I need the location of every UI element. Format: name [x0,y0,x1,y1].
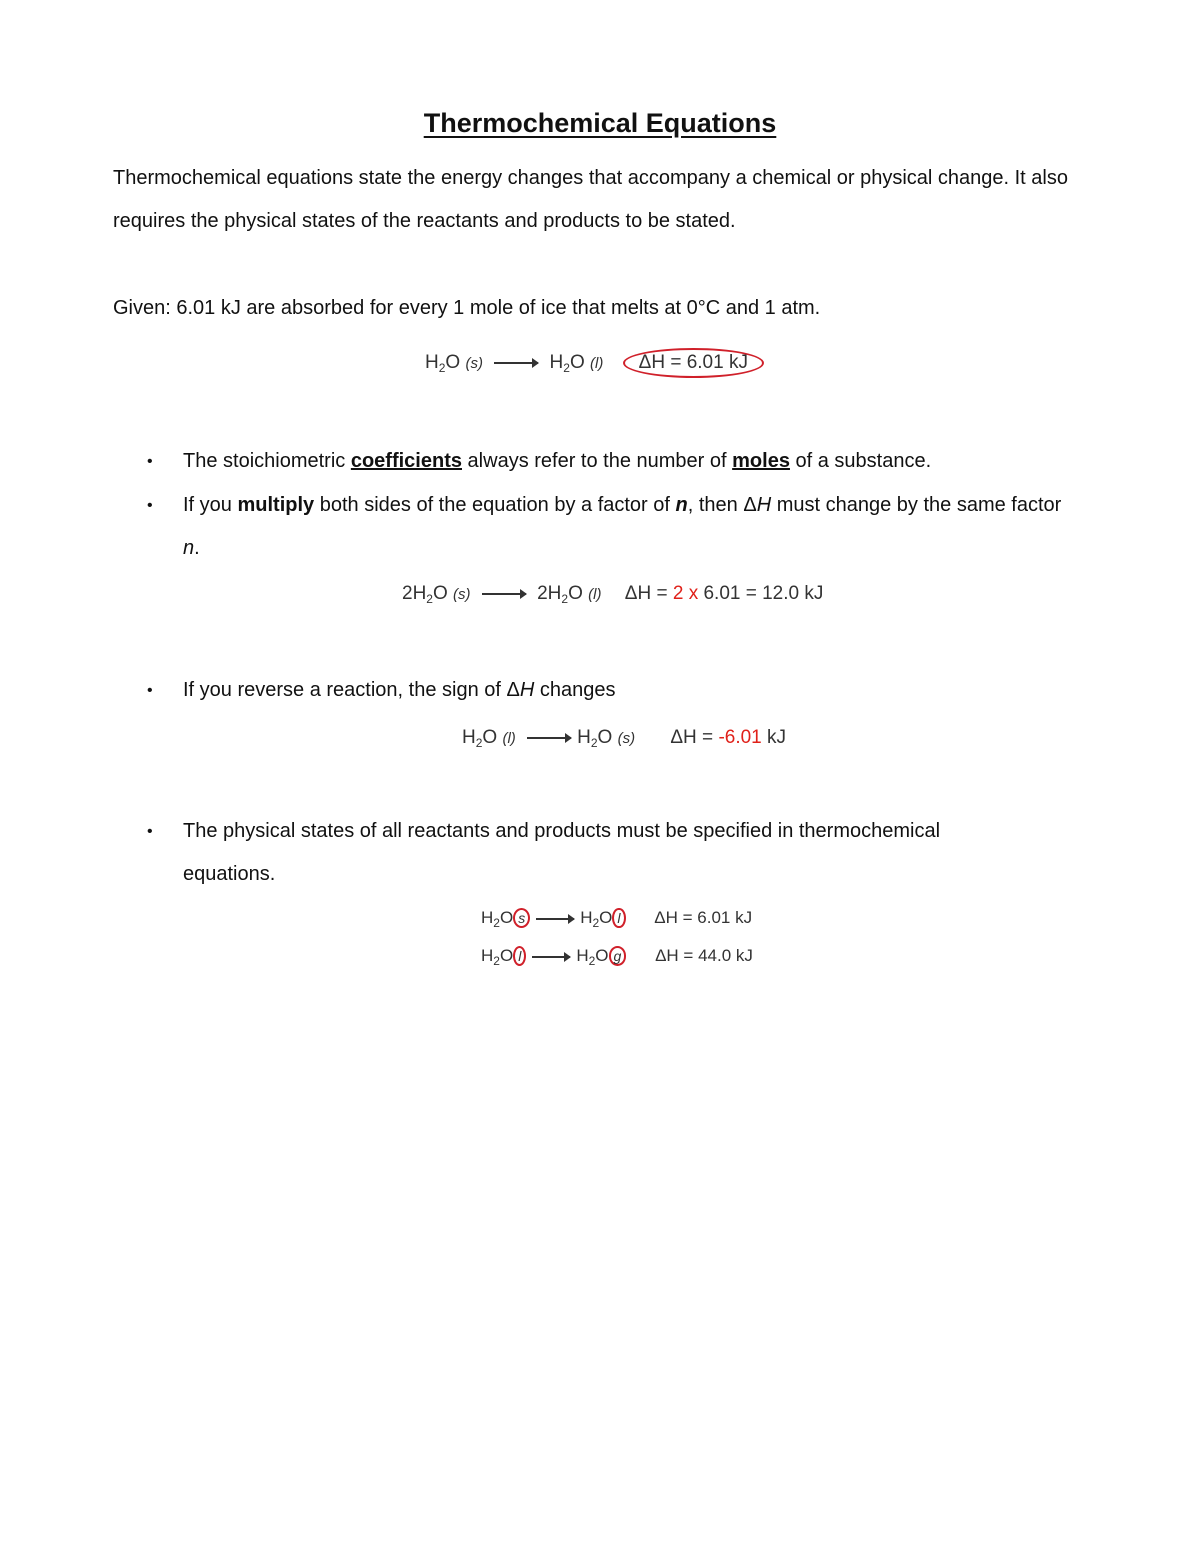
eq4a-state1-circled: s [513,908,530,928]
eq4a-subscript: 2 [493,916,500,930]
b1-text-a: The stoichiometric [183,450,351,472]
equation-doubled [402,583,823,606]
eq2-product-o: O [568,583,583,604]
arrow-icon [527,737,571,739]
eq2-result: 6.01 = 12.0 kJ [698,583,824,604]
b2-text-c: both sides of the equation by a factor of [314,494,676,516]
eq3-value: -6.01 [718,727,762,748]
eq4a-product-o: O [599,908,613,927]
eq4b-state2-circled: g [609,946,627,966]
b2-text-g: must change by the same factor [771,494,1062,516]
eq1-enthalpy-circled: ΔH = 6.01 kJ [623,348,764,378]
equation-melting [425,348,764,378]
eq4a-reactant-h: H [481,908,494,927]
eq2-reactant-o: O [432,583,448,604]
eq2-subscript: 2 [426,592,433,606]
b2-multiply: multiply [237,494,315,516]
eq4a-enthalpy: ΔH = 6.01 kJ [654,908,753,927]
b2-n2: n [183,537,195,559]
b2-text-e: , then Δ [687,494,757,516]
arrow-icon [494,362,538,364]
eq4a-reactant-o: O [499,908,514,927]
b2-text-a: If you [183,494,238,516]
eq2-factor: 2 x [672,583,699,604]
eq4a-product-subscript: 2 [592,916,600,930]
eq2-state-solid: (s) [453,586,471,603]
b1-text-c: always refer to the number of [462,450,733,472]
intro-paragraph: Thermochemical equations state the energy changes that accompany a chemical or physical change. It also requires the physical states of the reactants and products to be stated. [113,167,1068,232]
eq3-product-h: H [577,727,591,748]
eq3-unit: kJ [761,727,787,748]
eq3-reactant-h: H [462,727,476,748]
eq3-dh-label: ΔH = [670,727,719,748]
b3-text-a: If you reverse a reaction, the sign of Δ [183,679,520,701]
eq4b-product-subscript: 2 [588,954,596,968]
equation-reversed [462,727,786,750]
eq1-state-liquid: (l) [590,355,604,372]
bullet-marker: • [147,497,153,514]
bullet-physical-states: The physical states of all reactants and products must be specified in thermochemical equations. [183,820,941,885]
equation-states-1 [481,908,752,930]
b3-text-c: changes [534,679,616,701]
given-statement: Given: 6.01 kJ are absorbed for every 1 mole of ice that melts at 0°C and 1 atm. [113,297,821,319]
eq3-product-o: O [597,727,613,748]
b1-coefficients: coefficients [350,450,462,472]
bullet-marker: • [147,453,153,470]
eq2-dh-label: ΔH = [624,583,673,604]
eq2-product-coef: 2H [537,583,562,604]
eq2-reactant-coef: 2H [402,583,427,604]
eq3-state-liquid: (l) [502,730,516,747]
eq4b-product-h: H [576,946,589,965]
eq1-product-h: H [549,352,564,373]
b2-n: n [675,494,688,516]
eq4b-state1-circled: l [513,946,526,966]
eq3-state-solid: (s) [617,730,636,747]
bullet-multiply [183,484,1083,570]
eq1-state-solid: (s) [465,355,483,372]
eq1-product-subscript: 2 [563,361,570,375]
b3-h: H [519,679,535,701]
eq4a-product-h: H [580,908,593,927]
bullet-marker: • [147,682,153,699]
eq1-subscript: 2 [438,361,446,375]
eq2-state-liquid: (l) [588,586,602,603]
eq4b-product-o: O [595,946,609,965]
bullet-reverse [183,669,1083,712]
eq1-reactant-o: O [445,352,461,373]
eq1-product-o: O [569,352,585,373]
eq4b-enthalpy: ΔH = 44.0 kJ [655,946,753,965]
eq4b-reactant-h: H [481,946,494,965]
bullet-marker: • [147,823,153,840]
bullet-coefficients [183,440,1083,483]
eq3-product-subscript: 2 [590,736,598,750]
b1-moles: moles [732,450,790,472]
eq4a-state2-circled: l [612,908,625,928]
eq4b-subscript: 2 [493,954,500,968]
eq2-product-subscript: 2 [561,592,569,606]
eq4b-reactant-o: O [499,946,514,965]
eq1-reactant-h: H [425,352,439,373]
b2-h: H [756,494,772,516]
eq3-reactant-o: O [482,727,498,748]
page-title: Thermochemical Equations [423,108,777,138]
arrow-icon [482,593,526,595]
arrow-icon [532,956,570,958]
b2-period: . [194,537,200,559]
eq3-subscript: 2 [475,736,483,750]
equation-states-2 [481,946,753,968]
b1-text-e: of a substance. [789,450,932,472]
arrow-icon [536,918,574,920]
